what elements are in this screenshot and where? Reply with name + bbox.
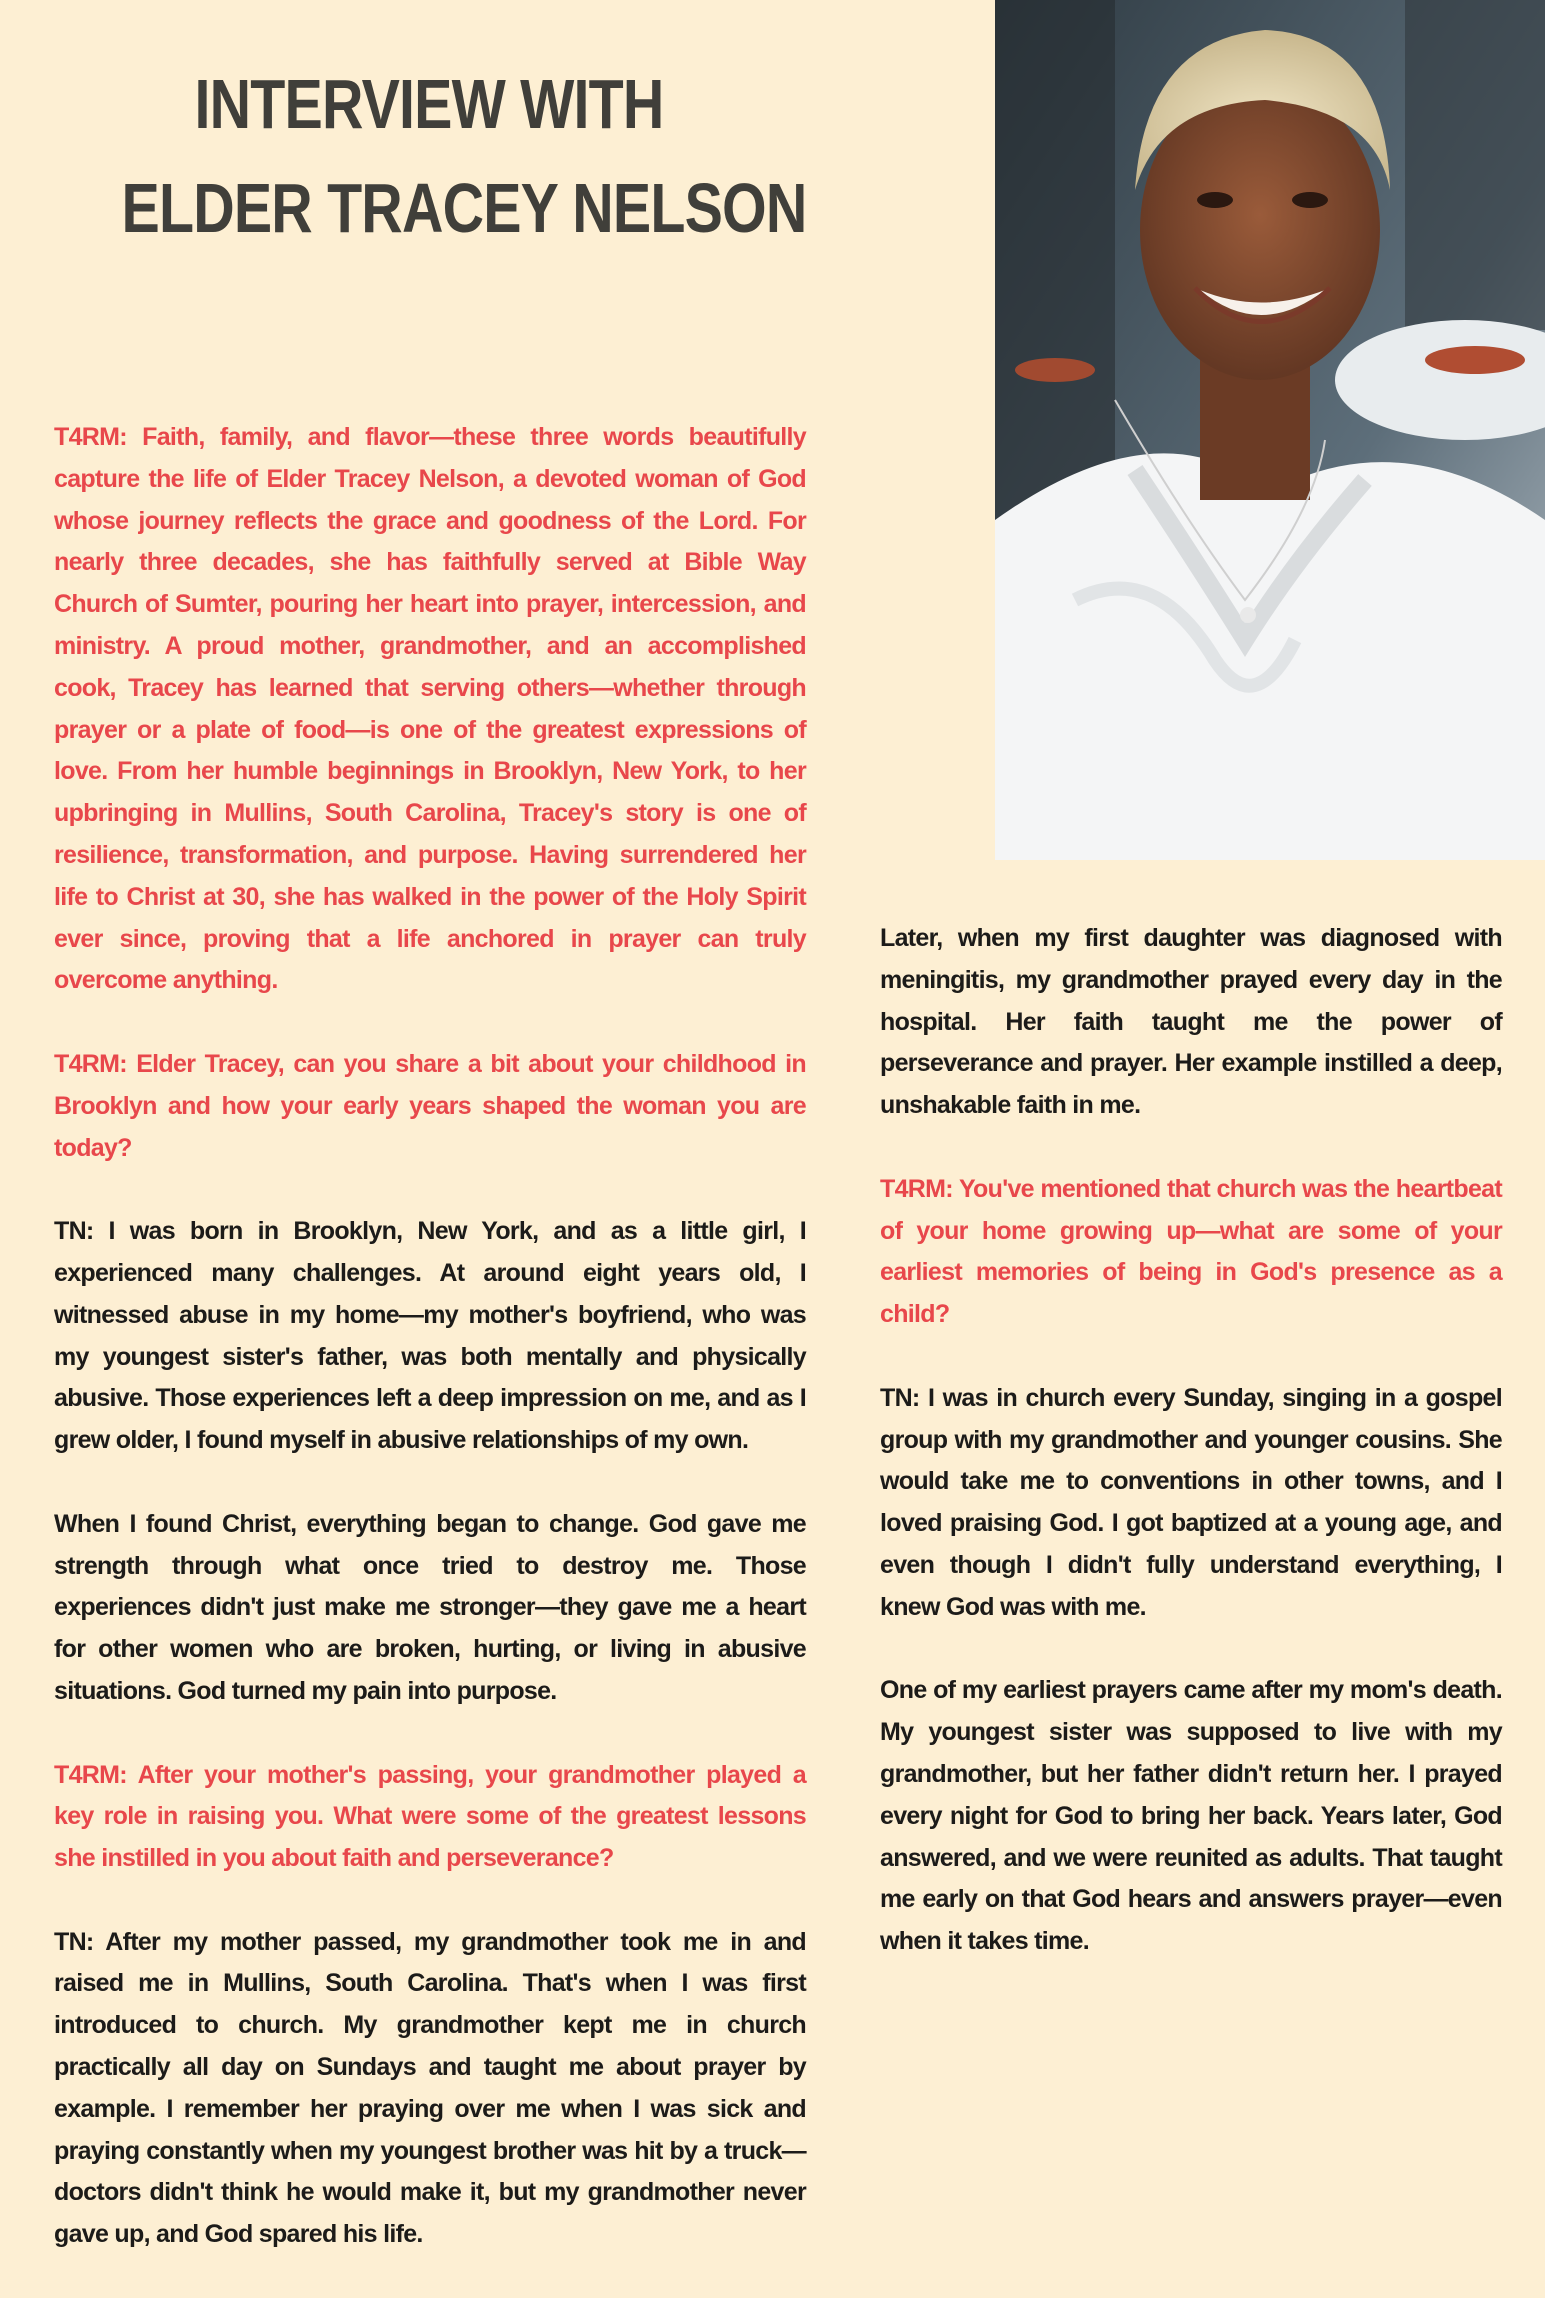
left-column [54, 417, 806, 2298]
intro-paragraph: T4RM: Faith, family, and flavor—these three words beautifully capture the life of Elder Tracey Nelson, a devoted woman of God whose journey reflects the grace and goodness of the Lord. For nearly three decades, she has faithfully served at Bible Way Church of Sumter, pouring her heart into prayer, intercession, and ministry. A proud mother, grandmother, and an accomplished cook, Tracey has learned that serving others—whether through prayer or a plate of food—is one of the greatest expressions of love. From her humble beginnings in Brooklyn, New York, to her upbringing in Mullins, South Carolina, Tracey's story is one of resilience, transformation, and purpose. Having surrendered her life to Christ at 30, she has walked in the power of the Holy Spirit ever since, proving that a life anchored in prayer can truly overcome anything. [54, 423, 806, 995]
portrait-photo [995, 0, 1545, 860]
answer-childhood: TN: I was born in Brooklyn, New York, and as a little girl, I experienced many challenges. At around eight years old, I witnessed abuse in my home—my mother's boyfriend, who was my youngest sister's father, was both mentally and physically abusive. Those experiences left a deep impression on me, and as I grew older, I found myself in abusive relationships of my own. [54, 1217, 806, 1455]
answer-grandmother: TN: After my mother passed, my grandmother took me in and raised me in Mullins, South Carolina. That's when I was first introduced to church. My grandmother kept me in church practically all day on Sundays and taught me about prayer by example. I remember her praying over me when I was sick and praying constantly when my youngest brother was hit by a truck—doctors didn't think he would make it, but my grandmother never gave up, and God spared his life. [54, 1927, 806, 2249]
answer-found-christ: When I found Christ, everything began to change. God gave me strength through what once tried to destroy me. Those experiences didn't just make me stronger—they gave me a heart for other women who are broken, hurting, or living in abusive situations. God turned my pain into purpose. [54, 1509, 806, 1705]
title-line-2: ELDER TRACEY NELSON [121, 169, 807, 247]
answer-earliest-prayer: One of my earliest prayers came after my mom's death. My youngest sister was supposed to live with my grandmother, but her father didn't return her. I prayed every night for God to bring her back. Years later, God answered, and we were reunited as adults. That taught me early on that God hears and answers prayer—even when it takes time. [880, 1676, 1502, 1956]
title-line-1: INTERVIEW WITH [194, 65, 664, 143]
answer-daughter: Later, when my first daughter was diagnosed with meningitis, my grandmother prayed every day in the hospital. Her faith taught me the power of perseverance and prayer. Her example instilled a deep, unshakable faith in me. [880, 924, 1502, 1120]
question-grandmother: T4RM: After your mother's passing, your grandmother played a key role in raising you. What were some of the greatest lessons she instilled in you about faith and perseverance? [54, 1760, 806, 1873]
right-column [880, 918, 1502, 2005]
question-childhood: T4RM: Elder Tracey, can you share a bit about your childhood in Brooklyn and how your early years shaped the woman you are today? [54, 1049, 806, 1162]
question-church-memories: T4RM: You've mentioned that church was the heartbeat of your home growing up—what are some of your earliest memories of being in God's presence as a child? [880, 1174, 1502, 1329]
answer-church-memories: TN: I was in church every Sunday, singing in a gospel group with my grandmother and younger cousins. She would take me to conventions in other towns, and I loved praising God. I got baptized at a young age, and even though I didn't fully understand everything, I knew God was with me. [880, 1383, 1502, 1621]
portrait-photo-icon [995, 0, 1545, 860]
page-title [121, 52, 807, 260]
